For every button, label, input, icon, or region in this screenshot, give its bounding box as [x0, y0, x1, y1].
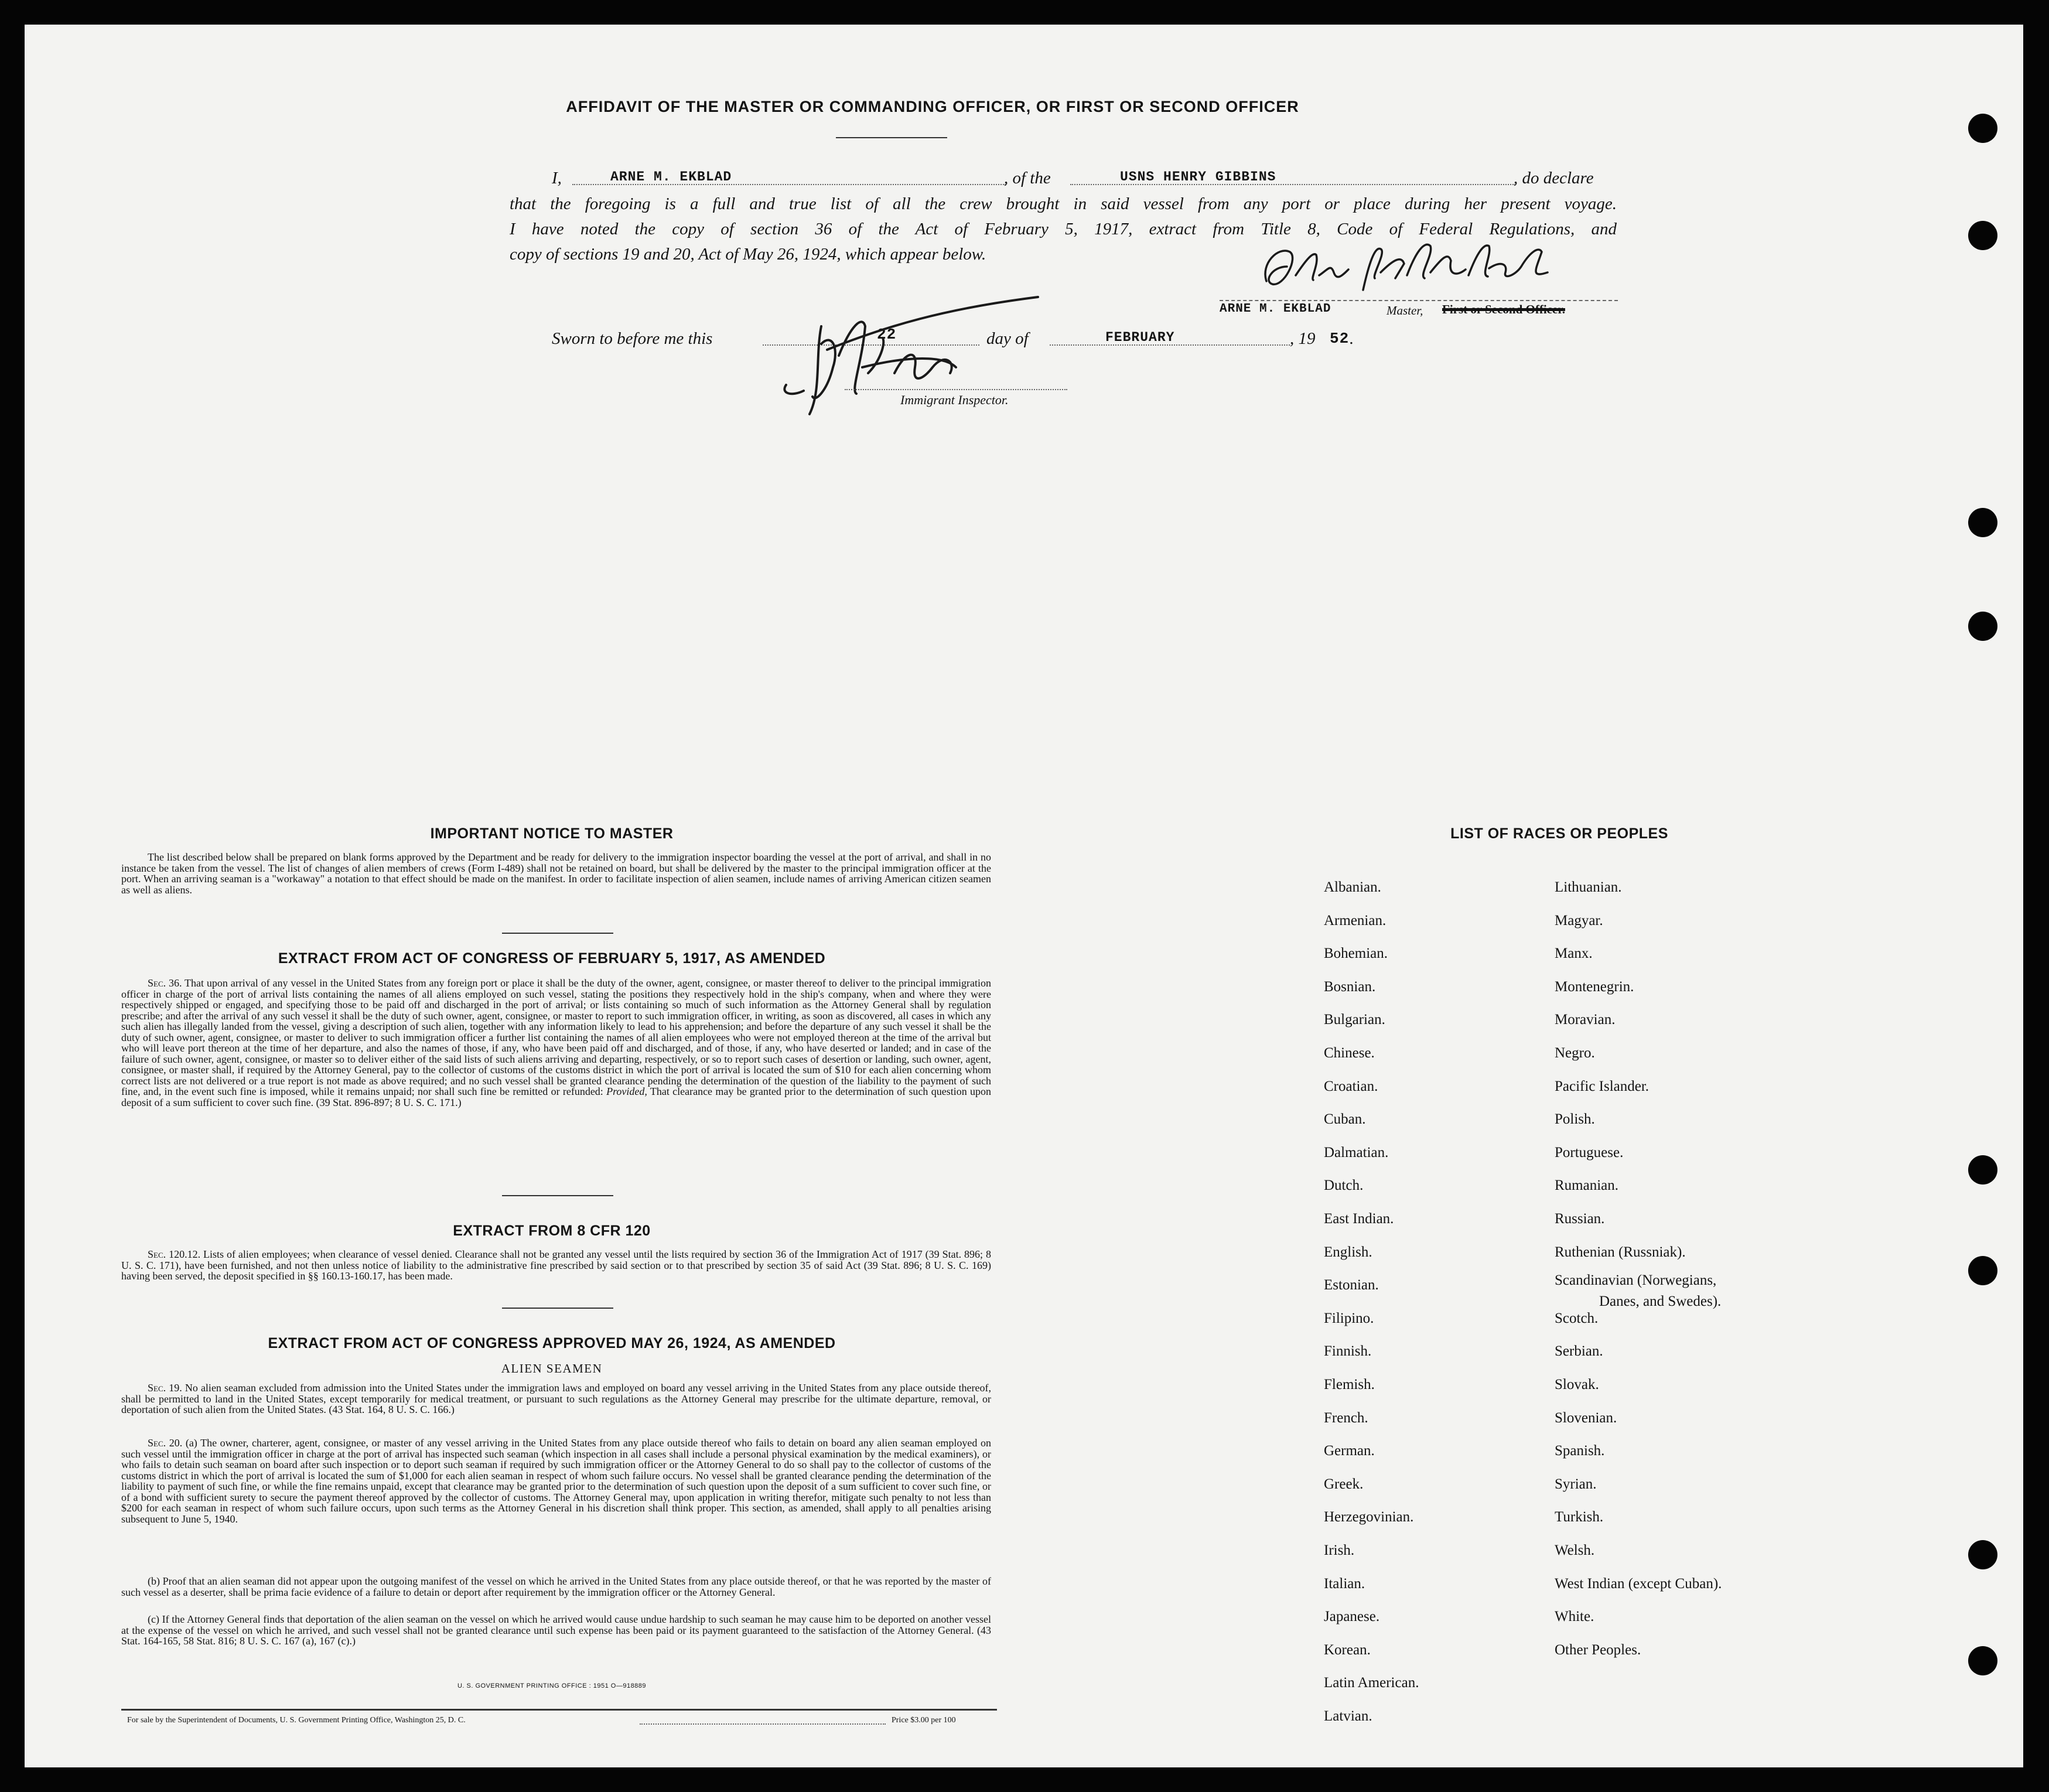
- race-item: Bulgarian.: [1324, 1012, 1385, 1028]
- race-item: Dalmatian.: [1324, 1144, 1389, 1160]
- extract-1917-proviso: Provided,: [606, 1086, 647, 1097]
- extract-cfr-body: [121, 1249, 991, 1296]
- punch-hole: [1968, 221, 1997, 250]
- of-the-label: , of the: [1004, 169, 1051, 187]
- race-item: Polish.: [1555, 1111, 1595, 1128]
- race-item: Other Peoples.: [1555, 1641, 1641, 1658]
- race-item: Croatian.: [1324, 1078, 1378, 1094]
- declaration-line-3: I have noted the copy of section 36 of the Act of February 5, 1917, extract from Title 8, Code of Federal Regulations, and: [510, 220, 1617, 238]
- extract-1924-title: EXTRACT FROM ACT OF CONGRESS APPROVED MAY 26, 1924, AS AMENDED: [268, 1335, 836, 1351]
- day-of-label: day of: [986, 329, 1029, 348]
- race-item: Armenian.: [1324, 912, 1387, 929]
- race-item: Bohemian.: [1324, 946, 1388, 962]
- bleed-through-texture: [1594, 83, 2016, 177]
- extract-1917-tail: That clearance may be granted prior to the determination of such question upon deposit of a sum sufficient to cover such fine. (39 Stat. 896-897; 8 U. S. C. 171.): [121, 1086, 991, 1108]
- races-title: LIST OF RACES OR PEOPLES: [1450, 825, 1668, 842]
- race-item: Spanish.: [1555, 1443, 1605, 1459]
- sworn-year-field: 52: [1330, 330, 1350, 347]
- race-item: Cuban.: [1324, 1111, 1366, 1128]
- race-item: Japanese.: [1324, 1609, 1380, 1625]
- extract-cfr-text: Lists of alien employees; when clearance of vessel denied. Clearance shall not be granted any vessel until the lists required by section 36 of the Immigration Act of 1917 (39 Stat. 896; 8 U. S. C. 171), have been furnished, and not then unless notice of liability to the administrative fine prescribed by said section or to that prescribed by section 35 of said Act (39 Stat. 896; 8 U. S. C. 169) having been served, the deposit specified in §§ 160.13-160.17, has been made.: [121, 1248, 992, 1282]
- race-item: Filipino.: [1324, 1310, 1374, 1326]
- extract-1924-sec20a: [121, 1438, 991, 1570]
- race-item: French.: [1324, 1409, 1368, 1426]
- extract-1917-text: That upon arrival of any vessel in the United States from any foreign port or place it shall be the duty of the owner, agent, consignee, or master thereof to deliver to the principal immigration officer in charge of the port of arrival lists containing the names of all aliens employed on such vessel, stating the positions they respectively hold in the ship's company, when and where they were respectively shipped or engaged, and specifying those to be paid off and discharged in the port of arrival; or lists containing so much of such information as the Attorney General shall by regulation prescribe; and after the arrival of any such vessel it shall be the duty of such owner, agent, consignee, or master to report to such immigration officer, in writing, as soon as discovered, all cases in which any such alien has illegally landed from the vessel, giving a description of such alien, together with any information likely to lead to his apprehension; and before the departure of any such vessel it shall be the duty of such owner, agent, consignee, or master to deliver to such immigration officer a further list containing the names of all alien employees who were not employed thereon at the time of the arrival but who will leave port thereon at the time of her departure, and also the names of those, if any, who have been paid off and discharged, and of those, if any, who have deserted or landed; and in case of the failure of such owner, agent, consignee, or master so to deliver either of the said lists of such aliens arriving and departing, respectively, or so to report such cases of desertion or landing, such owner, agent, consignee, or master shall, if required by the Attorney General, pay to the collector of customs of the customs district in which the port of arrival is located the sum of $10 for each alien concerning whom correct lists are not delivered or a true report is not made as above required; and no such vessel shall be granted clearance pending the determination of the question of the liability to the payment of such fine, and, in the event such fine is imposed, while it remains unpaid; nor shall such fine be remitted or refunded:: [121, 977, 991, 1097]
- punch-hole: [1968, 612, 1997, 641]
- race-item: White.: [1555, 1609, 1594, 1625]
- notice-title: IMPORTANT NOTICE TO MASTER: [430, 825, 674, 842]
- race-item: Finnish.: [1324, 1343, 1372, 1360]
- race-item: Herzegovinian.: [1324, 1509, 1414, 1525]
- race-item: Turkish.: [1555, 1509, 1604, 1525]
- race-item: English.: [1324, 1244, 1372, 1260]
- extract-1924-sec20c: (c) If the Attorney General finds that deportation of the alien seaman on the vessel on which he arrived would cause undue hardship to such seaman he may cause him to be deported on another vessel at the expense of the vessel on which he arrived, and such vessel shall not be granted clearance until such expense has been paid or its payment guaranteed to the satisfaction of the Attorney General. (43 Stat. 164-165, 58 Stat. 816; 8 U. S. C. 167 (a), 167 (c).): [121, 1613, 991, 1647]
- race-item: Syrian.: [1555, 1476, 1597, 1492]
- signed-name-field: ARNE M. EKBLAD: [1220, 302, 1331, 316]
- document-page: [25, 25, 2023, 1767]
- race-item: Albanian.: [1324, 879, 1381, 895]
- for-sale-note: For sale by the Superintendent of Documents, U. S. Government Printing Office, Washington 25, D. C.: [127, 1716, 466, 1725]
- notice-body: The list described below shall be prepared on blank forms approved by the Department and be ready for delivery to the immigration inspector boarding the vessel at the port of arrival, and shall in no instance be taken from the vessel. The list of changes of alien members of crews (Form I-489) shall not be retained on board, but shall be delivered by the master to the principal immigration officer at the port. When an arriving seaman is a "workaway" a notation to that effect should be made on the manifest. In order to facilitate inspection of alien seamen, include names of arriving American citizen seamen as well as aliens.: [121, 851, 991, 896]
- footer-rule: [121, 1709, 997, 1711]
- race-item: Scotch.: [1555, 1310, 1599, 1326]
- race-item: Flemish.: [1324, 1377, 1375, 1392]
- sec20-label: Sec. 20.: [148, 1437, 183, 1449]
- sworn-label: Sworn to before me this: [552, 329, 713, 348]
- race-item: Pacific Islander.: [1555, 1078, 1650, 1094]
- punch-hole: [1968, 1155, 1997, 1185]
- year-prefix-label: , 19: [1290, 329, 1316, 348]
- race-item: Dutch.: [1324, 1177, 1364, 1194]
- master-name-field: ARNE M. EKBLAD: [610, 169, 732, 185]
- punch-hole: [1968, 114, 1997, 143]
- race-item: Scandinavian (Norwegians,: [1555, 1272, 1717, 1289]
- master-signature-line: [1220, 300, 1618, 301]
- extract-1924-sec20b: (b) Proof that an alien seaman did not appear upon the outgoing manifest of the vessel on which he arrived in the United States from any place outside thereof, or that he was reported by the master of such vessel as a deserter, shall be prima facie evidence of a failure to detain or deport after requirement by the immigration officer or the Attorney General.: [121, 1575, 991, 1598]
- race-item: Chinese.: [1324, 1045, 1375, 1061]
- race-item: Italian.: [1324, 1575, 1365, 1592]
- i-label: I,: [552, 169, 562, 187]
- race-item: Danes, and Swedes).: [1599, 1293, 1722, 1310]
- extract-cfr-rule: [502, 1308, 613, 1309]
- master-label: Master,: [1387, 303, 1423, 318]
- do-declare-label: , do declare: [1514, 169, 1594, 187]
- race-item: Rumanian.: [1555, 1177, 1619, 1194]
- punch-hole: [1968, 1646, 1997, 1675]
- affidavit-title: AFFIDAVIT OF THE MASTER OR COMMANDING OFFICER, OR FIRST OR SECOND OFFICER: [566, 98, 1299, 115]
- race-item: Moravian.: [1555, 1012, 1616, 1028]
- race-item: Estonian.: [1324, 1277, 1379, 1293]
- master-signature: [1255, 240, 1583, 305]
- inspector-signature-drawing: [769, 291, 1050, 432]
- race-item: Bosnian.: [1324, 978, 1376, 995]
- extract-cfr-sec-label: Sec. 120.12.: [148, 1248, 201, 1260]
- race-item: Korean.: [1324, 1641, 1371, 1658]
- inspector-label: Immigrant Inspector.: [900, 392, 1009, 407]
- punch-hole: [1968, 1540, 1997, 1569]
- race-item: Latin American.: [1324, 1675, 1419, 1691]
- declaration-line-2: that the foregoing is a full and true list of all the crew brought in said vessel from any port or place during her present voyage.: [510, 194, 1617, 213]
- sec20a-text: (a) The owner, charterer, agent, consignee, or master of any vessel arriving in the United States from any place outside thereof who fails to detain on board any alien seaman employed on such vessel until the immigration officer in charge at the port of arrival has inspected such seaman (which inspection in all cases shall include a personal physical examination by the medical examiners), or who fails to detain such seaman on board after such inspection or to deport such seaman if required by such immigration officer or the Attorney General to do so shall pay to the collector of customs of the customs district in which the port of arrival is located the sum of $1,000 for each alien seaman in respect of whom such failure occurs. No vessel shall be granted clearance pending the determination of the liability to payment of such fine, or while the fine remains unpaid, except that clearance may be granted prior to the determination of such question upon the deposit of a sum sufficient to cover such fine, or of a bond with sufficient surety to secure the payment thereof approved by the collector of customs. The Attorney General may, upon application in writing therefor, mitigate such penalty to not less than $200 for each seaman in respect of whom such failure occurs, upon such terms as the Attorney General in his discretion shall think proper. This section, as amended, shall apply to all penalties arising subsequent to June 5, 1940.: [121, 1437, 992, 1525]
- sworn-day-field: 22: [877, 326, 897, 343]
- race-item: Russian.: [1555, 1211, 1605, 1227]
- extract-1917-rule: [502, 1195, 613, 1196]
- race-item: Greek.: [1324, 1476, 1364, 1492]
- extract-1924-subtitle: ALIEN SEAMEN: [501, 1361, 603, 1375]
- price-note: Price $3.00 per 100: [892, 1716, 956, 1725]
- struck-officer-label: First or Second Officer.: [1442, 302, 1565, 316]
- printing-office-note: U. S. GOVERNMENT PRINTING OFFICE : 1951 O—918889: [457, 1682, 647, 1689]
- race-item: Ruthenian (Russniak).: [1555, 1244, 1686, 1260]
- race-item: Lithuanian.: [1555, 879, 1622, 895]
- sec19-label: Sec. 19.: [148, 1382, 182, 1394]
- punch-hole: [1968, 508, 1997, 537]
- notice-rule: [502, 933, 613, 934]
- race-item: Slovenian.: [1555, 1409, 1617, 1426]
- race-item: Negro.: [1555, 1045, 1595, 1061]
- extract-1917-sec-label: Sec. 36.: [148, 977, 182, 989]
- sworn-period: .: [1350, 329, 1354, 348]
- race-item: Magyar.: [1555, 912, 1603, 929]
- extract-1924-sec19: [121, 1383, 991, 1427]
- sec19-text: No alien seaman excluded from admission into the United States under the immigration laws and employed on board any vessel arriving in the United States from any place outside thereof, shall be permitted to land in the United States, except temporarily for medical treatment, or pursuant to such regulations as the Attorney General may prescribe for the ultimate departure, removal, or deportation of such alien from the United States. (43 Stat. 164, 8 U. S. C. 166.): [121, 1382, 992, 1415]
- race-item: Manx.: [1555, 946, 1593, 962]
- vessel-name-field: USNS HENRY GIBBINS: [1120, 169, 1276, 185]
- declaration-line-4: copy of sections 19 and 20, Act of May 26, 1924, which appear below.: [510, 245, 986, 264]
- race-item: West Indian (except Cuban).: [1555, 1575, 1722, 1592]
- race-item: Portuguese.: [1555, 1144, 1624, 1160]
- master-signature-drawing: [1255, 240, 1583, 302]
- extract-cfr-title: EXTRACT FROM 8 CFR 120: [453, 1223, 651, 1239]
- title-rule: [836, 137, 947, 138]
- inspector-signature: [769, 291, 1050, 435]
- race-item: German.: [1324, 1443, 1375, 1459]
- race-item: Montenegrin.: [1555, 978, 1634, 995]
- race-item: East Indian.: [1324, 1211, 1394, 1227]
- race-item: Latvian.: [1324, 1708, 1372, 1724]
- race-item: Slovak.: [1555, 1377, 1599, 1392]
- extract-1917-body: [121, 978, 991, 1186]
- race-item: Welsh.: [1555, 1542, 1595, 1558]
- punch-hole: [1968, 1256, 1997, 1285]
- inspector-signature-line: [845, 389, 1067, 390]
- sworn-month-field: FEBRUARY: [1105, 330, 1175, 345]
- extract-1917-title: EXTRACT FROM ACT OF CONGRESS OF FEBRUARY 5, 1917, AS AMENDED: [278, 950, 826, 967]
- race-item: Serbian.: [1555, 1343, 1603, 1360]
- footer-leader: [640, 1723, 886, 1725]
- race-item: Irish.: [1324, 1542, 1355, 1558]
